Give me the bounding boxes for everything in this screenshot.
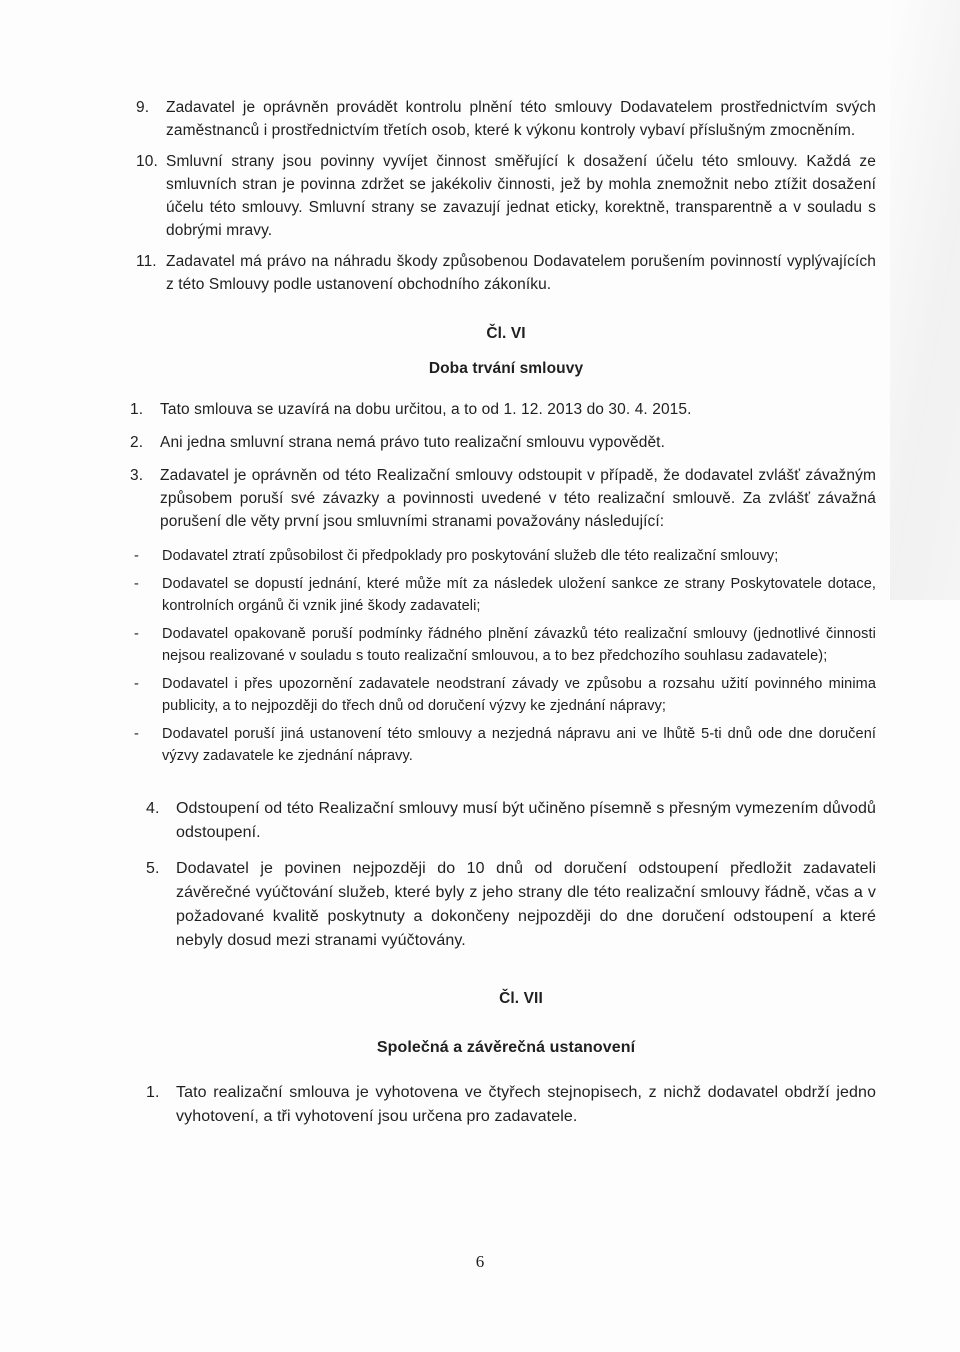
list-item-text: Dodavatel opakovaně poruší podmínky řádného plnění závazků této realizační smlouvy (jednotlivé činnosti nejsou realizované v souladu s touto realizační smlouvou, a to bez předchozího souhlasu zadavatele); [162, 626, 876, 664]
section-vii-number: Čl. VII [499, 990, 543, 1007]
clause-vi-4 [146, 797, 876, 845]
clause-text: Tato realizační smlouva je vyhotovena ve čtyřech stejnopisech, z nichž dodavatel obdrží jedno vyhotovení, a tři vyhotovení jsou určena pro zadavatele. [176, 1084, 876, 1125]
list-item [126, 573, 876, 617]
clause-number: 9. [136, 99, 150, 116]
clause-number: 1. [146, 1084, 160, 1101]
list-dash: - [134, 626, 139, 642]
list-item-text: Dodavatel ztratí způsobilost či předpoklady pro poskytování služeb dle této realizační smlouvy; [162, 548, 779, 564]
list-item-text: Dodavatel se dopustí jednání, které může mít za následek uložení sankce ze strany Poskytovatele dotace, kontrolních orgánů či vznik jiné škody zadavateli; [162, 576, 876, 614]
clause-text: Smluvní strany jsou povinny vyvíjet činnost směřující k dosažení účelu této smlouvy. Každá ze smluvních stran je povinna zdržet se jakékoliv činnosti, jež by mohla znemožnit nebo ztížit dosažení účelu této smlouvy. Smluvní strany se zavazují jednat eticky, korektně, transparentně a v souladu s dobrými mravy. [166, 153, 876, 239]
clause-text: Odstoupení od této Realizační smlouvy musí být učiněno písemně s přesným vymezením důvodů odstoupení. [176, 800, 876, 841]
clause-number: 11. [136, 253, 157, 270]
list-dash: - [134, 676, 139, 692]
closing-clauses-vii [146, 1081, 876, 1129]
closing-clauses-vi [146, 797, 876, 953]
clause-text: Ani jedna smluvní strana nemá právo tuto realizační smlouvu vypovědět. [160, 434, 665, 451]
clause-number: 5. [146, 860, 160, 877]
page-edge-shadow [890, 0, 960, 600]
list-dash: - [134, 726, 139, 742]
list-item [126, 623, 876, 667]
violation-list [126, 545, 876, 767]
clause-vii-1 [146, 1081, 876, 1129]
section-vi-title: Doba trvání smlouvy [428, 360, 584, 377]
page-number: 6 [475, 1252, 485, 1271]
list-item [126, 723, 876, 767]
list-item [126, 673, 876, 717]
clause-9 [136, 96, 876, 142]
clause-number: 10. [136, 153, 158, 170]
clause-vi-2 [130, 431, 876, 454]
clause-number: 3. [130, 467, 144, 484]
clause-text: Zadavatel je oprávněn provádět kontrolu plnění této smlouvy Dodavatelem prostřednictvím svých zaměstnanců i prostřednictvím třetích osob, které k výkonu kontroly vybaví příslušným zmocněním. [166, 99, 876, 139]
clause-11 [136, 250, 876, 296]
clause-text: Dodavatel je povinen nejpozději do 10 dnů od doručení odstoupení předložit zadavateli závěrečné vyúčtování služeb, které byly z jeho strany dle této realizační smlouvy řádně, včas a v požadované kvalitě poskytnuty a dokončeny nejpozději do dne doručení odstoupení a které nebyly dosud mezi stranami vyúčtovány. [176, 860, 876, 949]
list-item-text: Dodavatel poruší jiná ustanovení této smlouvy a nezjedná nápravu ani ve lhůtě 5-ti dnů ode dne doručení výzvy zadavatele ke zjednání nápravy. [162, 726, 876, 764]
list-item-text: Dodavatel i přes upozornění zadavatele neodstraní závady ve způsobu a rozsahu užití povinného minima publicity, a to nejpozději do třech dnů od doručení výzvy ke zjednání nápravy; [162, 676, 876, 714]
clause-text: Tato smlouva se uzavírá na dobu určitou, a to od 1. 12. 2013 do 30. 4. 2015. [160, 401, 692, 418]
list-dash: - [134, 548, 139, 564]
clause-text: Zadavatel má právo na náhradu škody způsobenou Dodavatelem porušením povinností vyplývajících z této Smlouvy podle ustanovení obchodního zákoníku. [166, 253, 876, 293]
section-vi-number: Čl. VI [486, 325, 526, 342]
clause-10 [136, 150, 876, 242]
clause-number: 1. [130, 401, 144, 418]
clause-number: 4. [146, 800, 160, 817]
section-vii-title: Společná a závěrečná ustanovení [376, 1039, 636, 1056]
list-item [126, 545, 876, 567]
clause-number: 2. [130, 434, 144, 451]
clause-vi-1 [130, 398, 876, 421]
document-body [130, 96, 876, 1129]
clause-vi-5 [146, 857, 876, 953]
clause-vi-3 [130, 464, 876, 533]
list-dash: - [134, 576, 139, 592]
clause-text: Zadavatel je oprávněn od této Realizační smlouvy odstoupit v případě, že dodavatel zvlášť závažným způsobem poruší své závazky a povinnosti uvedené v této realizační smlouvě. Za zvlášť závažná porušení dle věty první jsou smluvními stranami považovány následující: [160, 467, 876, 530]
